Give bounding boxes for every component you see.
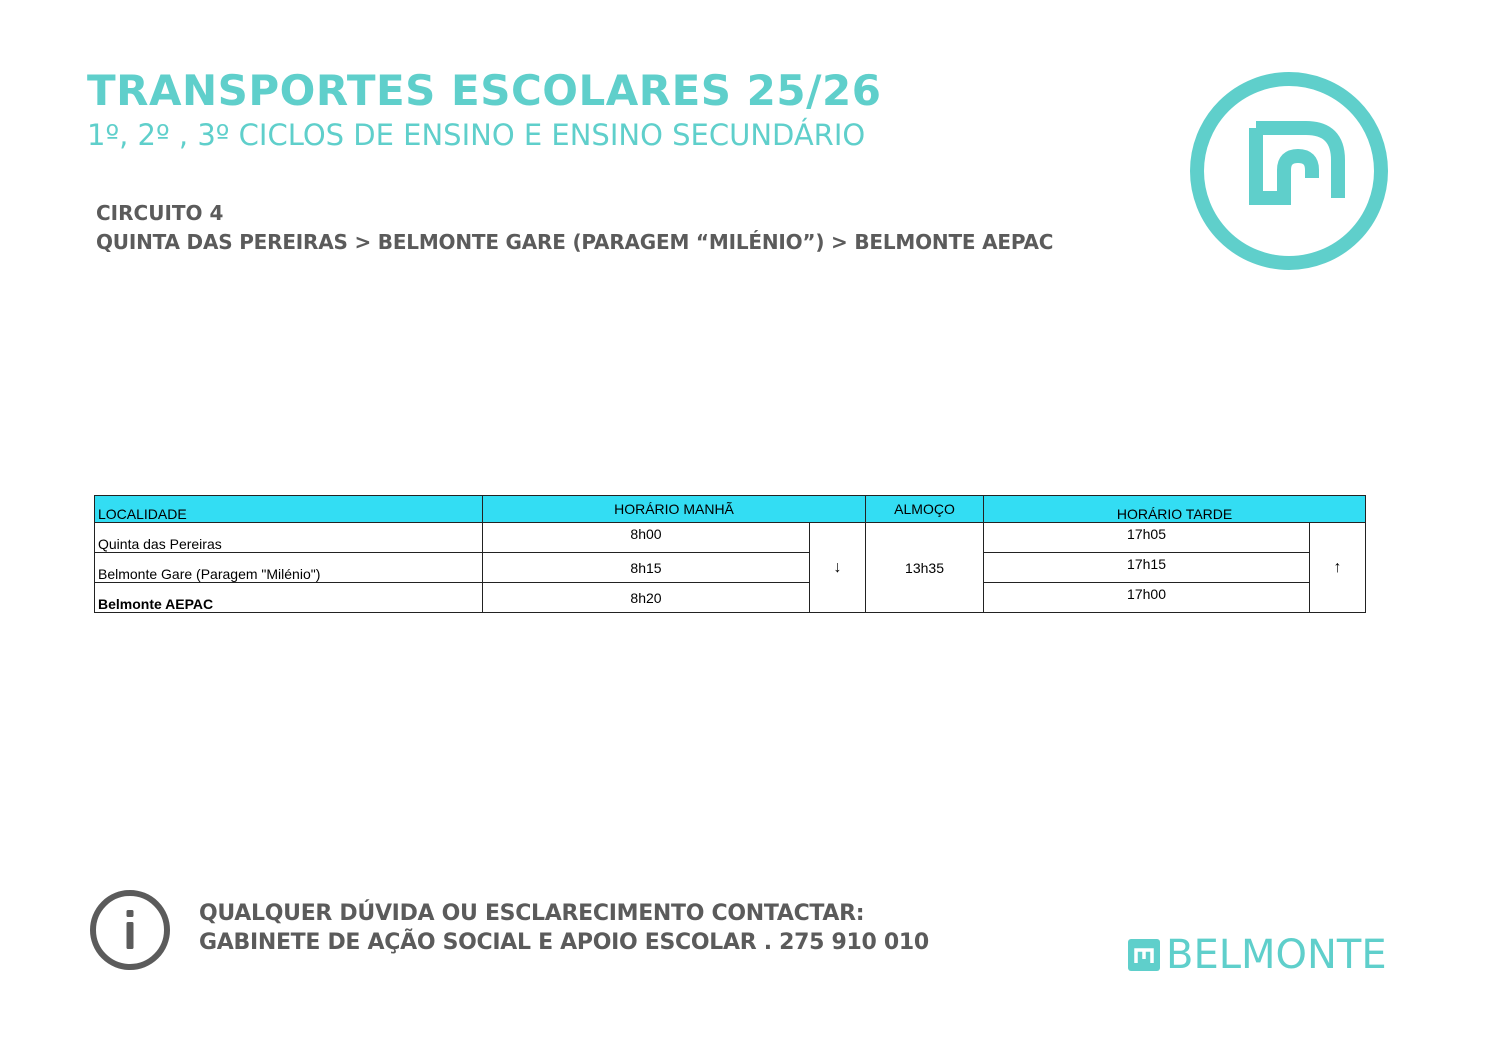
cell-locality: Quinta das Pereiras [95, 523, 483, 553]
page-subtitle: 1º, 2º , 3º CICLOS DE ENSINO E ENSINO SECUNDÁRIO [87, 118, 866, 152]
table-header-row [95, 496, 1366, 523]
cell-locality: Belmonte Gare (Paragem "Milénio") [95, 553, 483, 583]
header-locality: LOCALIDADE [95, 496, 483, 523]
cell-locality: Belmonte AEPAC [95, 583, 483, 613]
belmonte-logo-icon [1188, 70, 1390, 272]
brand-logo [1128, 932, 1387, 978]
contact-line-2: GABINETE DE AÇÃO SOCIAL E APOIO ESCOLAR . 275 910 010 [199, 930, 929, 955]
cell-afternoon: 17h15 [984, 553, 1310, 583]
table-row [95, 523, 1366, 553]
schedule-table [94, 495, 1366, 613]
header-afternoon: HORÁRIO TARDE [984, 496, 1366, 523]
header-morning: HORÁRIO MANHÃ [483, 496, 866, 523]
up-arrow-icon: ↑ [1310, 523, 1366, 613]
circuit-route: QUINTA DAS PEREIRAS > BELMONTE GARE (PARAGEM “MILÉNIO”) > BELMONTE AEPAC [96, 230, 1054, 254]
table-row [95, 553, 1366, 583]
cell-morning: 8h00 [483, 523, 810, 553]
cell-afternoon: 17h00 [984, 583, 1310, 613]
circuit-label: CIRCUITO 4 [96, 201, 224, 225]
cell-morning: 8h20 [483, 583, 810, 613]
header-lunch: ALMOÇO [866, 496, 984, 523]
cell-lunch: 13h35 [866, 523, 984, 613]
contact-line-1: QUALQUER DÚVIDA OU ESCLARECIMENTO CONTACTAR: [199, 901, 865, 926]
down-arrow-icon: ↓ [810, 523, 866, 613]
table-row [95, 583, 1366, 613]
belmonte-mark-icon [1128, 939, 1160, 971]
cell-afternoon: 17h05 [984, 523, 1310, 553]
page-title: TRANSPORTES ESCOLARES 25/26 [87, 66, 882, 115]
brand-name: BELMONTE [1166, 932, 1387, 978]
cell-morning: 8h15 [483, 553, 810, 583]
info-circle-icon [88, 888, 172, 972]
